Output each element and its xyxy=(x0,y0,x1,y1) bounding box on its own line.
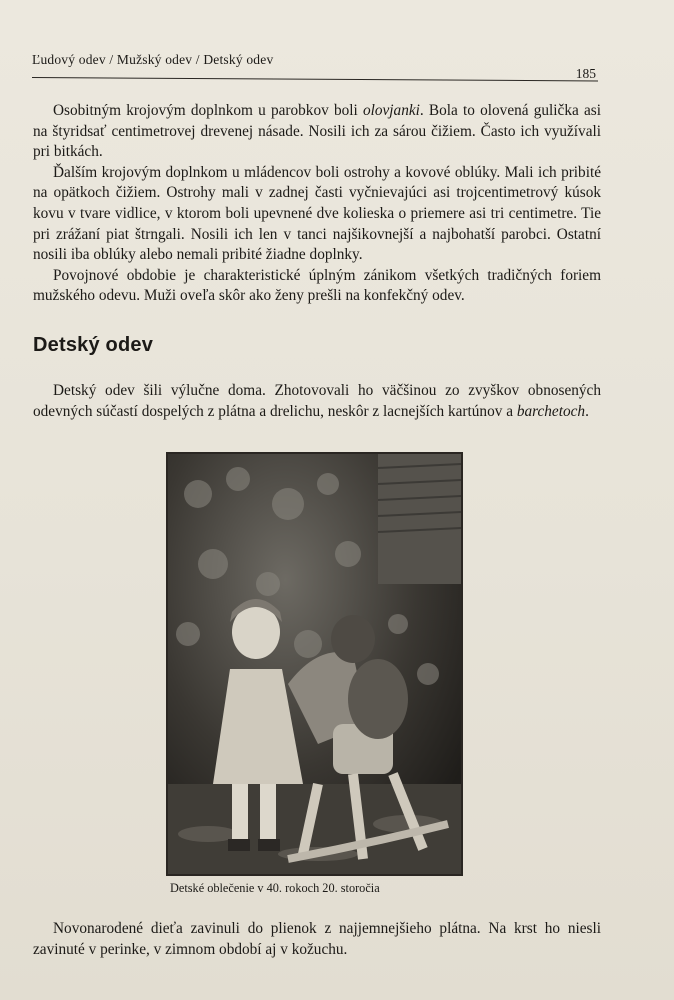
header-title: Ľudový odev / Mužský odev / Detský odev xyxy=(32,52,274,67)
header-rule xyxy=(32,77,598,81)
italic-term: barchetoch xyxy=(516,402,586,420)
figure-caption: Detské oblečenie v 40. rokoch 20. storočia xyxy=(170,881,380,895)
paragraph: Detský odev šili výlučne doma. Zhotovovali ho väčšinou zo zvyškov obnosených odevných súčastí dospelých z plátna a drelichu, neskôr z lacnejších kartúnov a barchetoch. xyxy=(33,382,601,420)
section-mens-accessories xyxy=(33,101,601,307)
section-newborn xyxy=(33,919,601,960)
running-header xyxy=(32,46,598,82)
paragraph: Povojnové obdobie je charakteristické úplným zánikom všetkých tradičných foriem mužského odevu. Muži oveľa skôr ako ženy prešli na konfekčný odev. xyxy=(33,266,601,305)
historical-photograph xyxy=(166,452,463,876)
section-childrens-clothing xyxy=(33,381,601,422)
photo-illustration xyxy=(168,454,461,874)
paragraph: Ďalším krojovým doplnkom u mládencov boli ostrohy a kovové oblúky. Mali ich pribité na opätkoch čižiem. Ostrohy mali v zadnej časti vyčnievajúci asi trojcentimetrový kúsok kovu v tvare vidlice, v ktorom boli upevnené dve kolieska o priemere asi tri centimetre. Tie pri zrážaní piat štrngali. Nosili ich len v tanci najšikovnejší a najbohatší parobci. Ostatní nosili iba oblúky alebo nemali pribité žiadne doplnky. xyxy=(33,163,601,264)
paragraph: Novonarodené dieťa zavinuli do plienok z najjemnejšieho plátna. Na krst ho niesli zavinuté v perinke, v zimnom období aj v kožuchu. xyxy=(33,920,601,958)
paragraph: Osobitným krojovým doplnkom u parobkov boli olovjanki. Bola to olovená gulička asi na štyridsať centimetrovej drevenej násade. Nosili ich za sárou čižiem. Často ich využívali pri bitkách. xyxy=(33,102,601,161)
section-heading: Detský odev xyxy=(33,334,154,356)
italic-term: olovjanki xyxy=(362,102,420,119)
page-number: 185 xyxy=(575,66,596,81)
